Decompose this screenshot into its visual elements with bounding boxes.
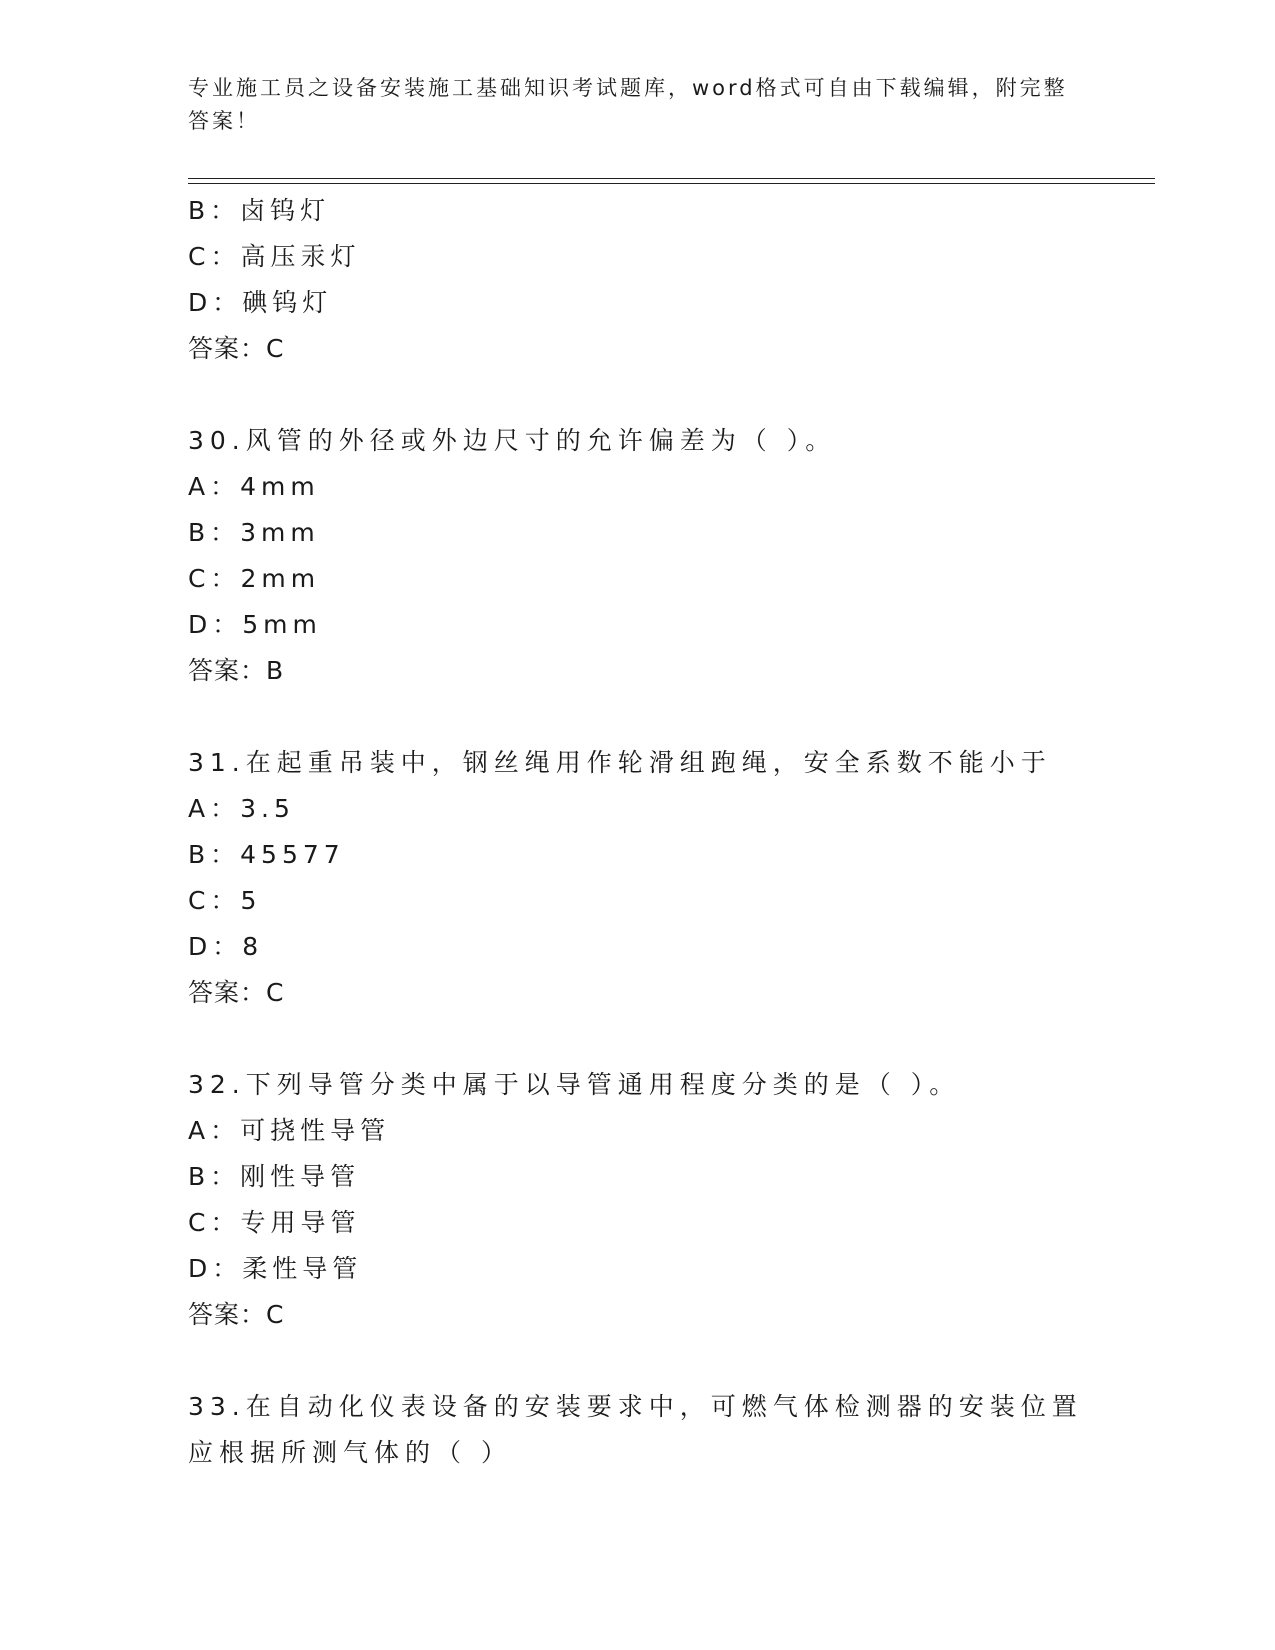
- answer: 答案：C: [188, 978, 285, 1007]
- question-list: [188, 188, 1088, 1476]
- option-c: C：5: [188, 886, 262, 915]
- option-c: C：2mm: [188, 564, 321, 593]
- question-30: [188, 418, 1088, 694]
- option-d: D：柔性导管: [188, 1254, 363, 1283]
- answer: 答案：C: [188, 1300, 285, 1329]
- answer: 答案：B: [188, 656, 285, 685]
- option-b: B：3mm: [188, 518, 320, 547]
- question-29-continuation: [188, 188, 1088, 372]
- question-32: [188, 1062, 1088, 1338]
- document-header: 专业施工员之设备安装施工基础知识考试题库，word格式可自由下载编辑，附完整答案！: [188, 76, 1068, 133]
- option-b: B：45577: [188, 840, 345, 869]
- option-b: B：卤钨灯: [188, 196, 331, 225]
- option-b: B：刚性导管: [188, 1162, 361, 1191]
- question-title: 33.在自动化仪表设备的安装要求中，可燃气体检测器的安装位置应根据所测气体的（ ）: [188, 1392, 1083, 1467]
- option-d: D：碘钨灯: [188, 288, 333, 317]
- question-title: 32.下列导管分类中属于以导管通用程度分类的是（ ）。: [188, 1070, 961, 1099]
- question-title: 30.风管的外径或外边尺寸的允许偏差为（ ）。: [188, 426, 837, 455]
- option-c: C：高压汞灯: [188, 242, 361, 271]
- answer: 答案：C: [188, 334, 285, 363]
- option-a: A：4mm: [188, 472, 320, 501]
- option-d: D：5mm: [188, 610, 322, 639]
- question-33: [188, 1384, 1088, 1476]
- option-c: C：专用导管: [188, 1208, 361, 1237]
- question-title: 31.在起重吊装中，钢丝绳用作轮滑组跑绳，安全系数不能小于: [188, 748, 1052, 777]
- header-rule-top: [188, 178, 1155, 179]
- question-31: [188, 740, 1088, 1016]
- header-rule-bottom: [188, 183, 1155, 184]
- option-d: D：8: [188, 932, 264, 961]
- option-a: A：可挠性导管: [188, 1116, 391, 1145]
- option-a: A：3.5: [188, 794, 295, 823]
